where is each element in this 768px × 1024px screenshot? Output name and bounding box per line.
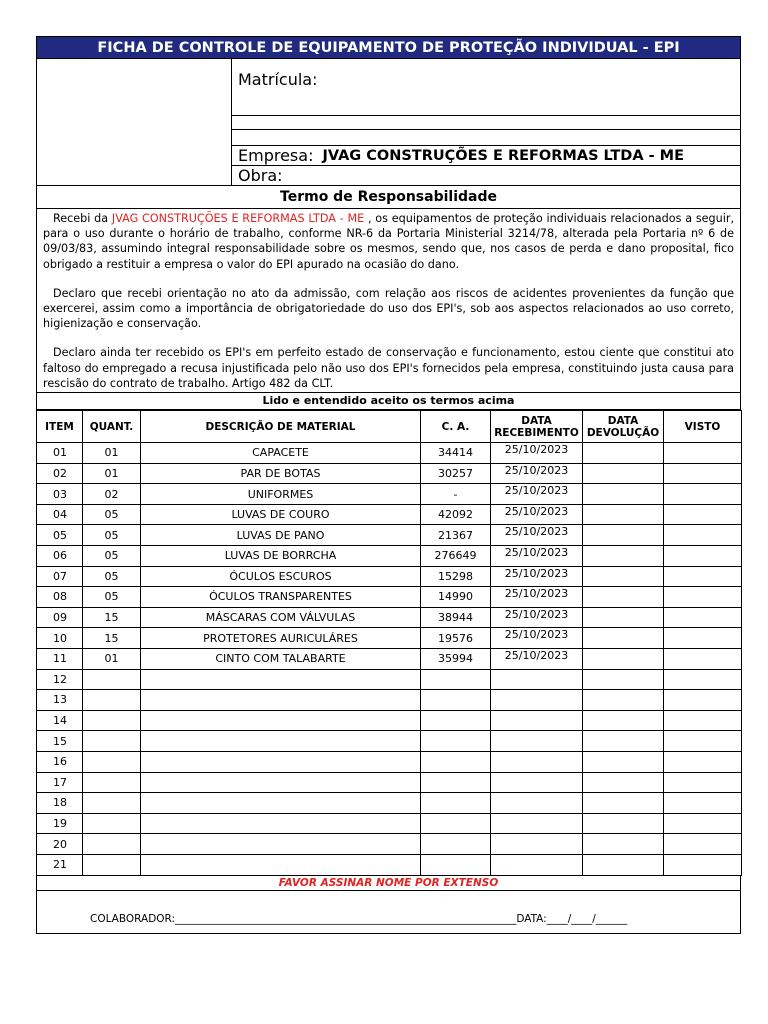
- cell-receb: [491, 854, 583, 875]
- cell-visto[interactable]: [664, 731, 742, 752]
- cell-ca: 14990: [421, 587, 491, 608]
- cell-quant: [83, 690, 141, 711]
- cell-devol[interactable]: [583, 504, 664, 525]
- cell-item: 07: [37, 566, 83, 587]
- cell-receb: [491, 813, 583, 834]
- cell-desc: UNIFORMES: [141, 484, 421, 505]
- cell-receb: [491, 710, 583, 731]
- form-title: FICHA DE CONTROLE DE EQUIPAMENTO DE PROTEÇÃO INDIVIDUAL - EPI: [36, 36, 741, 59]
- table-row: [37, 525, 742, 546]
- cell-desc: CINTO COM TALABARTE: [141, 648, 421, 669]
- table-row: [37, 607, 742, 628]
- header-fields: [232, 59, 740, 185]
- cell-item: 19: [37, 813, 83, 834]
- cell-devol[interactable]: [583, 525, 664, 546]
- table-row: [37, 731, 742, 752]
- cell-visto[interactable]: [664, 587, 742, 608]
- cell-devol[interactable]: [583, 751, 664, 772]
- cell-devol[interactable]: [583, 587, 664, 608]
- cell-desc: LUVAS DE BORRCHA: [141, 546, 421, 567]
- cell-devol[interactable]: [583, 463, 664, 484]
- cell-quant: 05: [83, 566, 141, 587]
- cell-visto[interactable]: [664, 525, 742, 546]
- cell-visto[interactable]: [664, 751, 742, 772]
- cell-desc: PROTETORES AURICULÁRES: [141, 628, 421, 649]
- table-row: [37, 854, 742, 875]
- obra-field[interactable]: [232, 166, 740, 185]
- cell-ca: 38944: [421, 607, 491, 628]
- col-ca-header: C. A.: [421, 411, 491, 443]
- cell-receb: [491, 690, 583, 711]
- matricula-field[interactable]: [232, 59, 740, 116]
- table-row: [37, 443, 742, 464]
- signature-area[interactable]: [36, 891, 741, 934]
- logo-area: [37, 59, 232, 185]
- cell-quant: 02: [83, 484, 141, 505]
- term-paragraph-3: Declaro ainda ter recebido os EPI's em perfeito estado de conservação e funcionamento, estou ciente que constitui ato faltoso do empregado a recusa injustificada pelo não uso dos EPI's fornecidos pela empresa, constituindo justa causa para rescisão do contrato de trabalho. Artigo 482 da CLT.: [43, 346, 734, 390]
- cell-quant: 05: [83, 546, 141, 567]
- cell-devol[interactable]: [583, 710, 664, 731]
- cell-visto[interactable]: [664, 710, 742, 731]
- table-row: [37, 628, 742, 649]
- table-row: [37, 834, 742, 855]
- cell-visto[interactable]: [664, 690, 742, 711]
- cell-item: 15: [37, 731, 83, 752]
- signature-line[interactable]: COLABORADOR:_________________________________________________________________DATA:____/____/______: [90, 912, 628, 925]
- cell-ca: [421, 731, 491, 752]
- matricula-label: Matrícula:: [238, 69, 318, 89]
- form-header: [36, 59, 741, 186]
- epi-table: [36, 410, 742, 875]
- cell-receb: [491, 751, 583, 772]
- cell-visto[interactable]: [664, 566, 742, 587]
- cell-receb: [491, 834, 583, 855]
- cell-visto[interactable]: [664, 607, 742, 628]
- cell-desc: [141, 834, 421, 855]
- col-receb-header: DATA RECEBIMENTO: [491, 411, 583, 443]
- cell-receb: 25/10/2023: [491, 587, 583, 608]
- term-paragraph-2: Declaro que recebi orientação no ato da admissão, com relação aos riscos de acidentes provenientes da função que exercerei, assim como a importância de obrigatoriedade do uso dos EPI's, sob aos aspectos relacionados ao uso correto, higienização e conservação.: [43, 286, 734, 331]
- cell-devol[interactable]: [583, 834, 664, 855]
- epi-form: [36, 36, 741, 934]
- cell-desc: ÓCULOS TRANSPARENTES: [141, 587, 421, 608]
- cell-ca: [421, 772, 491, 793]
- cell-item: 02: [37, 463, 83, 484]
- cell-item: 08: [37, 587, 83, 608]
- cell-ca: -: [421, 484, 491, 505]
- cell-receb: 25/10/2023: [491, 463, 583, 484]
- cell-visto[interactable]: [664, 648, 742, 669]
- cell-devol[interactable]: [583, 813, 664, 834]
- cell-quant: 05: [83, 525, 141, 546]
- table-row: [37, 710, 742, 731]
- empresa-field[interactable]: [232, 146, 740, 166]
- term-body: [37, 209, 740, 392]
- cell-devol[interactable]: [583, 854, 664, 875]
- cell-desc: [141, 731, 421, 752]
- cell-item: 16: [37, 751, 83, 772]
- cell-receb: 25/10/2023: [491, 484, 583, 505]
- cell-item: 20: [37, 834, 83, 855]
- cell-ca: [421, 813, 491, 834]
- cell-quant: [83, 710, 141, 731]
- table-row: [37, 484, 742, 505]
- cell-quant: [83, 793, 141, 814]
- cell-item: 12: [37, 669, 83, 690]
- cell-visto[interactable]: [664, 854, 742, 875]
- table-row: [37, 463, 742, 484]
- cell-ca: 21367: [421, 525, 491, 546]
- cell-quant: [83, 751, 141, 772]
- table-header-row: [37, 411, 742, 443]
- cell-receb: 25/10/2023: [491, 443, 583, 464]
- cell-item: 14: [37, 710, 83, 731]
- cell-visto[interactable]: [664, 813, 742, 834]
- cell-ca: 34414: [421, 443, 491, 464]
- cell-item: 09: [37, 607, 83, 628]
- cell-receb: [491, 772, 583, 793]
- table-row: [37, 669, 742, 690]
- cell-item: 13: [37, 690, 83, 711]
- col-quant-header: QUANT.: [83, 411, 141, 443]
- cell-receb: 25/10/2023: [491, 628, 583, 649]
- cell-quant: [83, 772, 141, 793]
- cell-quant: [83, 813, 141, 834]
- cell-desc: MÁSCARAS COM VÁLVULAS: [141, 607, 421, 628]
- cell-visto[interactable]: [664, 834, 742, 855]
- cell-desc: PAR DE BOTAS: [141, 463, 421, 484]
- cell-devol[interactable]: [583, 731, 664, 752]
- cell-quant: [83, 669, 141, 690]
- cell-visto[interactable]: [664, 484, 742, 505]
- cell-item: 21: [37, 854, 83, 875]
- cell-ca: 19576: [421, 628, 491, 649]
- cell-visto[interactable]: [664, 793, 742, 814]
- cell-devol[interactable]: [583, 669, 664, 690]
- cell-receb: [491, 793, 583, 814]
- table-row: [37, 751, 742, 772]
- cell-ca: 30257: [421, 463, 491, 484]
- table-row: [37, 504, 742, 525]
- cell-ca: [421, 854, 491, 875]
- col-desc-header: DESCRIÇÃO DE MATERIAL: [141, 411, 421, 443]
- cell-ca: 42092: [421, 504, 491, 525]
- cell-ca: 15298: [421, 566, 491, 587]
- cell-item: 06: [37, 546, 83, 567]
- cell-desc: LUVAS DE PANO: [141, 525, 421, 546]
- cell-receb: 25/10/2023: [491, 648, 583, 669]
- responsibility-term: [36, 186, 741, 393]
- cell-item: 03: [37, 484, 83, 505]
- cell-visto[interactable]: [664, 628, 742, 649]
- col-visto-header: VISTO: [664, 411, 742, 443]
- term-title: Termo de Responsabilidade: [37, 186, 740, 209]
- cell-item: 01: [37, 443, 83, 464]
- cell-item: 17: [37, 772, 83, 793]
- cell-devol[interactable]: [583, 566, 664, 587]
- cell-devol[interactable]: [583, 793, 664, 814]
- col-devol-header: DATA DEVOLUÇÃO: [583, 411, 664, 443]
- cell-visto[interactable]: [664, 443, 742, 464]
- cell-desc: [141, 669, 421, 690]
- empresa-value: JVAG CONSTRUÇÕES E REFORMAS LTDA - ME: [322, 147, 684, 164]
- term-paragraph-1: Recebi da JVAG CONSTRUÇÕES E REFORMAS LTDA - ME , os equipamentos de proteção individuais relacionados a seguir, para o uso durante o horário de trabalho, conforme NR-6 da Portaria Ministerial 3214/78, alterada pela Portaria nº 6 de 09/03/83, assumindo integral responsabilidade sobre os mesmos, sendo que, nos casos de perda e dano proposital, fico obrigado a restituir a empresa o valor do EPI apurado na ocasião do dano.: [43, 212, 734, 271]
- cell-item: 11: [37, 648, 83, 669]
- cell-desc: ÓCULOS ESCUROS: [141, 566, 421, 587]
- cell-devol[interactable]: [583, 772, 664, 793]
- cell-receb: 25/10/2023: [491, 525, 583, 546]
- cell-quant: 01: [83, 443, 141, 464]
- cell-item: 05: [37, 525, 83, 546]
- cell-receb: 25/10/2023: [491, 566, 583, 587]
- table-row: [37, 648, 742, 669]
- cell-devol[interactable]: [583, 443, 664, 464]
- table-row: [37, 772, 742, 793]
- cell-devol[interactable]: [583, 628, 664, 649]
- cell-ca: [421, 669, 491, 690]
- cell-desc: [141, 813, 421, 834]
- cell-ca: [421, 751, 491, 772]
- cell-ca: [421, 690, 491, 711]
- cell-visto[interactable]: [664, 463, 742, 484]
- cell-desc: CAPACETE: [141, 443, 421, 464]
- cell-ca: 35994: [421, 648, 491, 669]
- cell-quant: 05: [83, 504, 141, 525]
- cell-quant: [83, 731, 141, 752]
- cell-desc: [141, 793, 421, 814]
- cell-visto[interactable]: [664, 546, 742, 567]
- cell-quant: 15: [83, 628, 141, 649]
- table-row: [37, 690, 742, 711]
- cell-desc: [141, 710, 421, 731]
- cell-devol[interactable]: [583, 607, 664, 628]
- table-row: [37, 546, 742, 567]
- cell-ca: 276649: [421, 546, 491, 567]
- cell-ca: [421, 793, 491, 814]
- cell-visto[interactable]: [664, 669, 742, 690]
- cell-desc: [141, 751, 421, 772]
- cell-quant: 15: [83, 607, 141, 628]
- cell-quant: 01: [83, 648, 141, 669]
- col-item-header: ITEM: [37, 411, 83, 443]
- cell-quant: [83, 854, 141, 875]
- cell-desc: LUVAS DE COURO: [141, 504, 421, 525]
- cell-desc: [141, 772, 421, 793]
- table-row: [37, 587, 742, 608]
- cell-desc: [141, 854, 421, 875]
- table-row: [37, 813, 742, 834]
- obra-label: Obra:: [238, 166, 283, 185]
- cell-item: 10: [37, 628, 83, 649]
- cell-item: 18: [37, 793, 83, 814]
- cell-ca: [421, 710, 491, 731]
- table-row: [37, 793, 742, 814]
- cell-devol[interactable]: [583, 648, 664, 669]
- cell-desc: [141, 690, 421, 711]
- cell-receb: [491, 669, 583, 690]
- table-row: [37, 566, 742, 587]
- cell-receb: 25/10/2023: [491, 504, 583, 525]
- cell-receb: 25/10/2023: [491, 607, 583, 628]
- cell-receb: [491, 731, 583, 752]
- cell-quant: 01: [83, 463, 141, 484]
- cell-visto[interactable]: [664, 772, 742, 793]
- cell-item: 04: [37, 504, 83, 525]
- blank-field-1[interactable]: [232, 116, 740, 130]
- cell-quant: [83, 834, 141, 855]
- accepted-terms-note: Lido e entendido aceito os termos acima: [36, 393, 741, 410]
- cell-visto[interactable]: [664, 504, 742, 525]
- term-company-name: JVAG CONSTRUÇÕES E REFORMAS LTDA - ME: [111, 212, 365, 225]
- empresa-label: Empresa:: [238, 146, 314, 165]
- cell-receb: 25/10/2023: [491, 546, 583, 567]
- cell-devol[interactable]: [583, 690, 664, 711]
- cell-ca: [421, 834, 491, 855]
- blank-field-2[interactable]: [232, 130, 740, 146]
- cell-devol[interactable]: [583, 546, 664, 567]
- cell-quant: 05: [83, 587, 141, 608]
- sign-instruction: FAVOR ASSINAR NOME POR EXTENSO: [36, 876, 741, 891]
- cell-devol[interactable]: [583, 484, 664, 505]
